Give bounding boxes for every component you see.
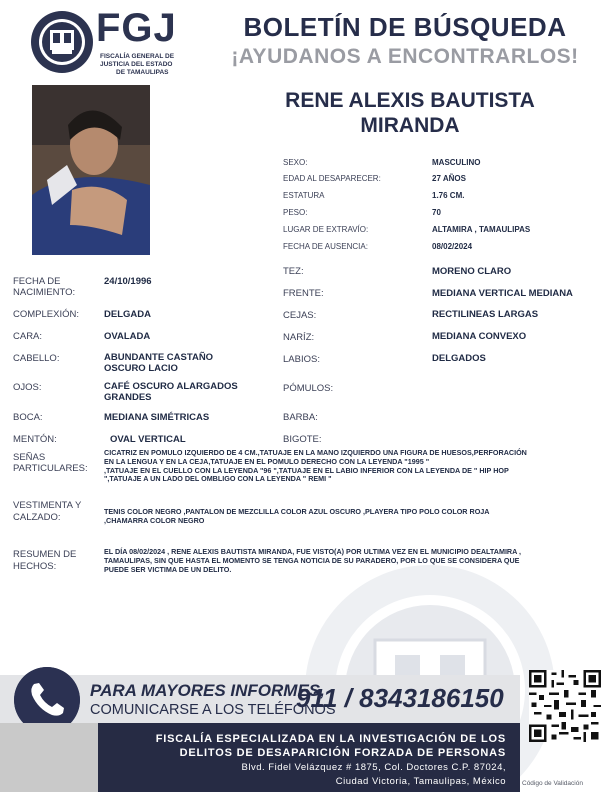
person-name <box>230 88 590 138</box>
frente-label: FRENTE: <box>283 288 324 299</box>
menton-label: MENTÓN: <box>13 434 57 445</box>
pomulos-label: PÓMULOS: <box>283 383 334 394</box>
fecha-ausencia-label: FECHA DE AUSENCIA: <box>283 242 368 251</box>
footer-block <box>98 723 520 792</box>
person-name-line2: MIRANDA <box>360 114 460 137</box>
ojos-label: OJOS: <box>13 382 42 393</box>
bulletin-title: BOLETÍN DE BÚSQUEDA <box>243 12 567 42</box>
complexion-label: COMPLEXIÓN: <box>13 309 79 320</box>
sexo-label: SEXO: <box>283 158 308 167</box>
senas-line1: CICATRIZ EN POMULO IZQUIERDO DE 4 CM.,TATUAJE EN LA MANO IZQUIERDO UNA FIGURA DE HUESOS,PERFORACIÓN <box>104 448 527 457</box>
cabello-value-line1: ABUNDANTE CASTAÑO <box>104 352 214 363</box>
bigote-label: BIGOTE: <box>283 434 322 445</box>
resumen-label-line1: RESUMEN DE <box>13 549 77 560</box>
nariz-value: MEDIANA CONVEXO <box>432 331 527 342</box>
vestimenta-line1: TENIS COLOR NEGRO ,PANTALON DE MEZCLILLA COLOR AZUL OSCURO ,PLAYERA TIPO POLO COLOR ROJA <box>104 507 490 516</box>
edad-value: 27 AÑOS <box>432 174 466 183</box>
footer-title-line1: FISCALÍA ESPECIALIZADA EN LA INVESTIGACIÓN DE LOS <box>155 733 506 745</box>
resumen-label-line2: HECHOS: <box>13 561 57 572</box>
vestimenta-label-line1: VESTIMENTA Y <box>13 500 82 511</box>
contact-phones: 911 / 8343186150 <box>296 683 504 713</box>
contact-line1: PARA MAYORES INFORMES, <box>90 681 325 700</box>
lugar-label: LUGAR DE EXTRAVÍO: <box>283 225 369 234</box>
cara-value: OVALADA <box>104 331 151 342</box>
resumen-line2: TAMAULIPAS, SIN QUE HASTA EL MOMENTO SE TENGA NOTICIA DE SU PARADERO, POR LO QUE SE CONSIDERA QUE <box>104 555 520 565</box>
boca-value: MEDIANA SIMÉTRICAS <box>104 412 210 423</box>
footer-address-line1: Blvd. Fidel Velázquez # 1875, Col. Doctores C.P. 87024, <box>241 762 506 773</box>
sexo-value: MASCULINO <box>432 158 481 167</box>
footer-gray-block <box>0 723 98 792</box>
ojos-value-line1: CAFÉ OSCURO ALARGADOS <box>104 381 238 392</box>
ojos-value-line2: GRANDES <box>104 392 152 403</box>
footer-title-line2: DELITOS DE DESAPARICIÓN FORZADA DE PERSONAS <box>179 747 506 759</box>
frente-value: MEDIANA VERTICAL MEDIANA <box>432 288 573 299</box>
cabello-label: CABELLO: <box>13 353 60 364</box>
fecha-nacimiento-value: 24/10/1996 <box>104 276 152 287</box>
contact-line2: COMUNICARSE A LOS TELÉFONOS <box>90 702 336 718</box>
senas-line3: ,TATUAJE EN EL CUELLO CON LA LEYENDA "96 ",TATUAJE EN EL LABIO INFERIOR CON LA LEYENDA DE " HIP HOP <box>104 465 509 475</box>
boca-label: BOCA: <box>13 412 43 423</box>
logo-text-line3: DE TAMAULIPAS <box>116 69 169 76</box>
vestimenta-line2: ,CHAMARRA COLOR NEGRO <box>104 515 205 525</box>
cara-label: CARA: <box>13 331 43 342</box>
resumen-line3: PUEDE SER VICTIMA DE UN DELITO. <box>104 564 232 574</box>
cabello-value-line2: OSCURO LACIO <box>104 363 178 374</box>
person-name-line1: RENE ALEXIS BAUTISTA <box>285 89 535 112</box>
fgj-logo <box>30 8 200 78</box>
fecha-nacimiento-label-line1: FECHA DE <box>13 276 61 287</box>
tamaulipas-seal-icon <box>30 10 94 74</box>
senas-text <box>104 449 527 484</box>
menton-value: OVAL VERTICAL <box>110 434 186 445</box>
barba-label: BARBA: <box>283 412 318 423</box>
vestimenta-text <box>104 508 489 526</box>
resumen-text <box>104 548 521 574</box>
senas-line2: EN LA LENGUA Y EN LA CEJA,TATUAJE EN EL POMULO DERECHO CON LA LEYENDA "1995 " <box>104 456 430 466</box>
lugar-value: ALTAMIRA , TAMAULIPAS <box>432 225 531 234</box>
qr-code-icon[interactable] <box>529 670 601 742</box>
logo-text-line2: JUSTICIA DEL ESTADO <box>100 61 173 68</box>
fecha-nacimiento-label-line2: NACIMIENTO: <box>13 287 76 298</box>
logo-acronym: FGJ <box>96 6 177 50</box>
cejas-label: CEJAS: <box>283 310 317 321</box>
bulletin-subtitle: ¡AYUDANOS A ENCONTRARLOS! <box>231 45 579 68</box>
labios-label: LABIOS: <box>283 354 320 365</box>
senas-line4: ",TATUAJE A UN LADO DEL OMBLIGO CON LA LEYENDA " REMI " <box>104 474 332 484</box>
senas-label-line2: PARTICULARES: <box>13 463 88 474</box>
labios-value: DELGADOS <box>432 353 486 364</box>
validation-code-label: Código de Validación <box>522 780 583 787</box>
complexion-value: DELGADA <box>104 309 151 320</box>
resumen-line1: EL DÍA 08/02/2024 , RENE ALEXIS BAUTISTA MIRANDA, FUE VISTO(A) POR ULTIMA VEZ EN EL MUNICIPIO DEALTAMIRA , <box>104 547 522 556</box>
vestimenta-label-line2: CALZADO: <box>13 512 61 523</box>
tez-label: TEZ: <box>283 266 304 277</box>
senas-label-line1: SEÑAS <box>13 452 46 463</box>
tez-value: MORENO CLARO <box>432 266 512 277</box>
cejas-value: RECTILINEAS LARGAS <box>432 309 539 320</box>
fecha-ausencia-value: 08/02/2024 <box>432 242 473 251</box>
missing-person-photo <box>32 85 150 255</box>
logo-text-line1: FISCALÍA GENERAL DE <box>100 53 175 60</box>
edad-label: EDAD AL DESAPARECER: <box>283 174 381 183</box>
nariz-label: NARÍZ: <box>283 332 315 343</box>
footer-address-line2: Ciudad Victoria, Tamaulipas, México <box>335 776 506 787</box>
peso-value: 70 <box>432 208 441 217</box>
estatura-label: ESTATURA <box>283 191 325 200</box>
peso-label: PESO: <box>283 208 308 217</box>
estatura-value: 1.76 CM. <box>432 191 465 200</box>
